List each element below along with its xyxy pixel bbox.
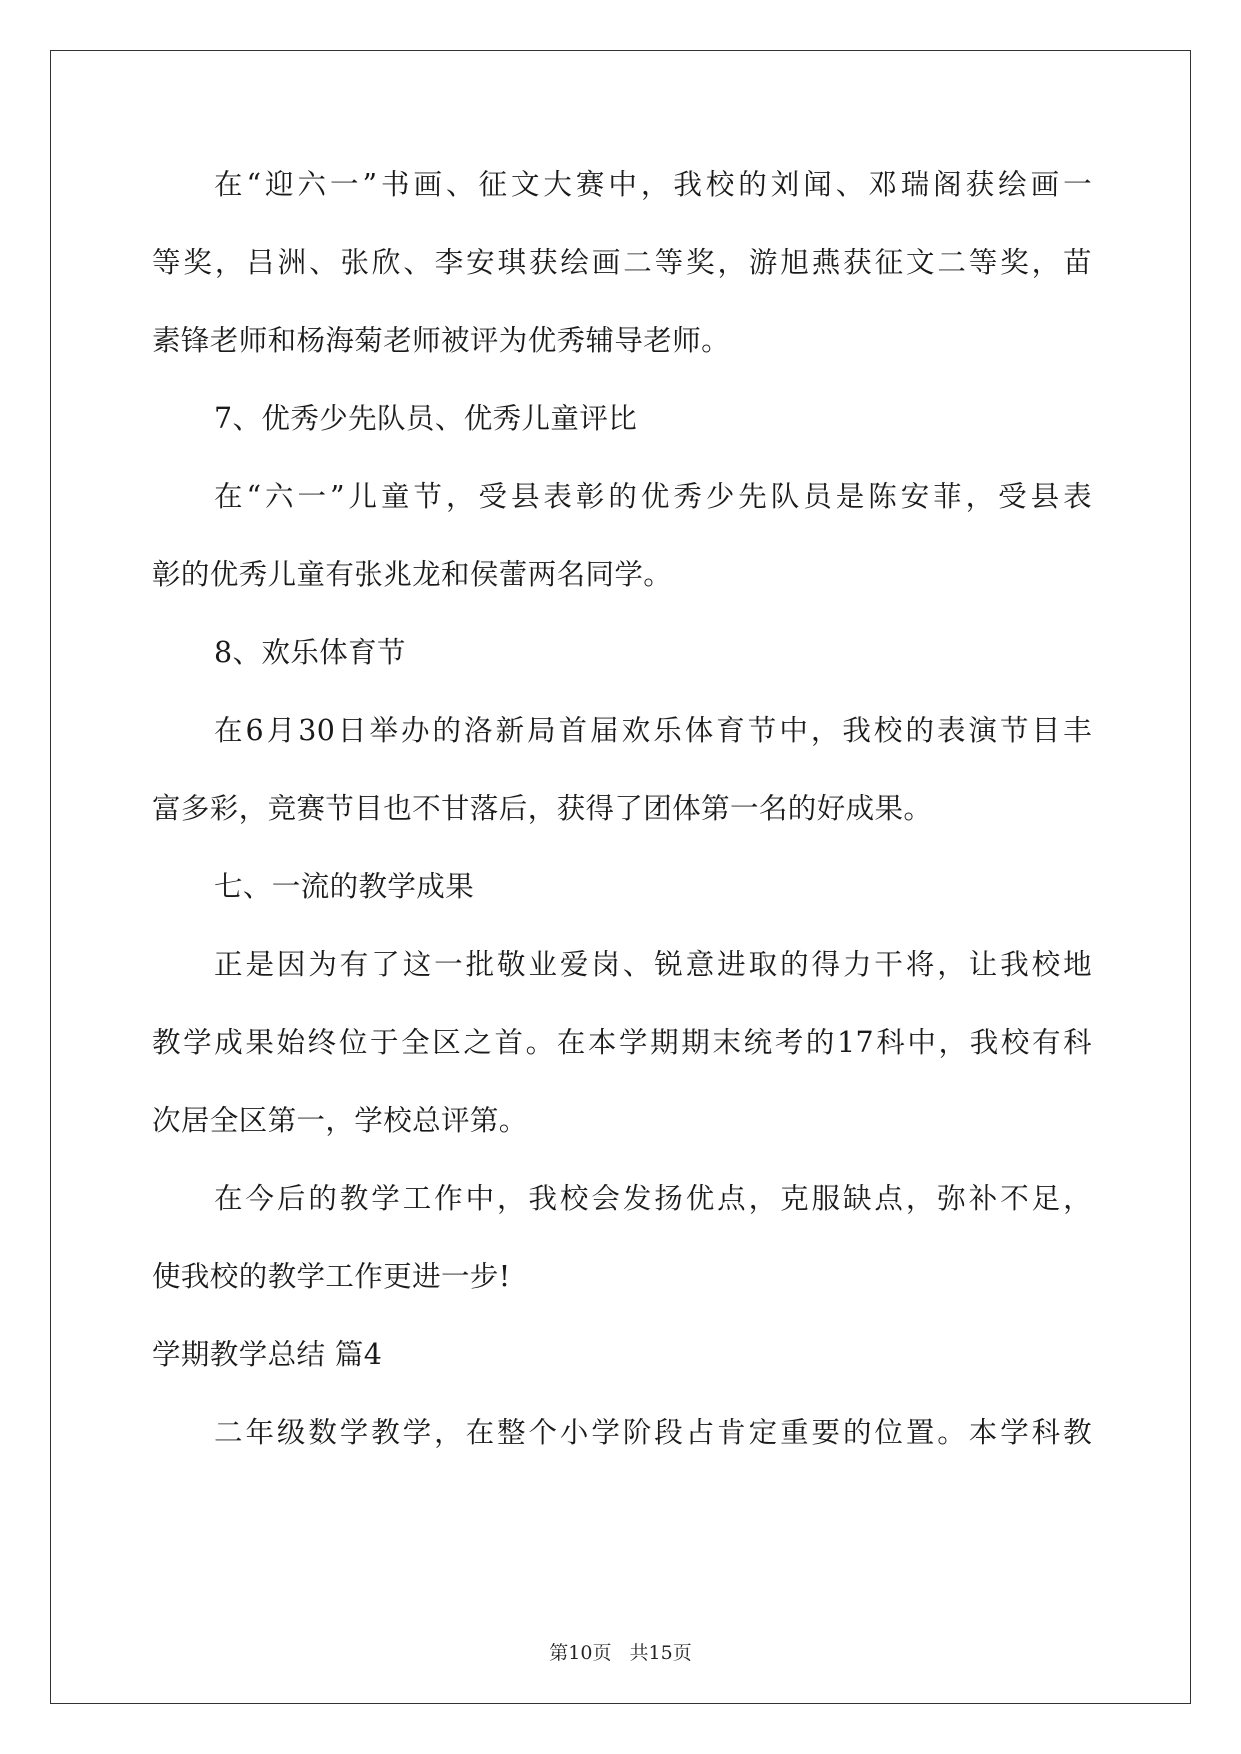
page-number: 第10页 [549, 1642, 612, 1664]
paragraph-line: 使我校的教学工作更进一步! [152, 1260, 511, 1293]
paragraph-line: 素锋老师和杨海菊老师被评为优秀辅导老师。 [152, 324, 731, 357]
paragraph-line: 正是因为有了这一批敬业爱岗、锐意进取的得力干将，让我校地 [214, 948, 1092, 981]
paragraph-line: 等奖，吕洲、张欣、李安琪获绘画二等奖，游旭燕获征文二等奖，苗 [152, 246, 1092, 279]
paragraph-line: 次居全区第一，学校总评第。 [152, 1104, 528, 1137]
paragraph-line: 彰的优秀儿童有张兆龙和侯蕾两名同学。 [152, 558, 673, 591]
page-footer [0, 1638, 1241, 1665]
paragraph-line: 二年级数学教学，在整个小学阶段占肯定重要的位置。本学科教 [214, 1416, 1092, 1449]
section-heading: 七、一流的教学成果 [214, 870, 475, 903]
paragraph-line: 教学成果始终位于全区之首。在本学期期末统考的17科中，我校有科 [152, 1026, 1092, 1059]
page-total: 共15页 [629, 1642, 692, 1664]
document-body [152, 146, 1092, 1472]
paragraph-line: 在“六一”儿童节，受县表彰的优秀少先队员是陈安菲，受县表 [214, 480, 1092, 513]
paragraph-line: 富多彩，竞赛节目也不甘落后，获得了团体第一名的好成果。 [152, 792, 933, 825]
paragraph-line: 在“迎六一”书画、征文大赛中，我校的刘闻、邓瑞阁获绘画一 [214, 168, 1092, 201]
article-title: 学期教学总结 篇4 [152, 1338, 383, 1371]
paragraph-line: 在今后的教学工作中，我校会发扬优点，克服缺点，弥补不足， [214, 1182, 1092, 1215]
section-heading: 8、欢乐体育节 [214, 636, 406, 669]
section-heading: 7、优秀少先队员、优秀儿童评比 [214, 402, 638, 435]
paragraph-line: 在6月30日举办的洛新局首届欢乐体育节中，我校的表演节目丰 [214, 714, 1092, 747]
